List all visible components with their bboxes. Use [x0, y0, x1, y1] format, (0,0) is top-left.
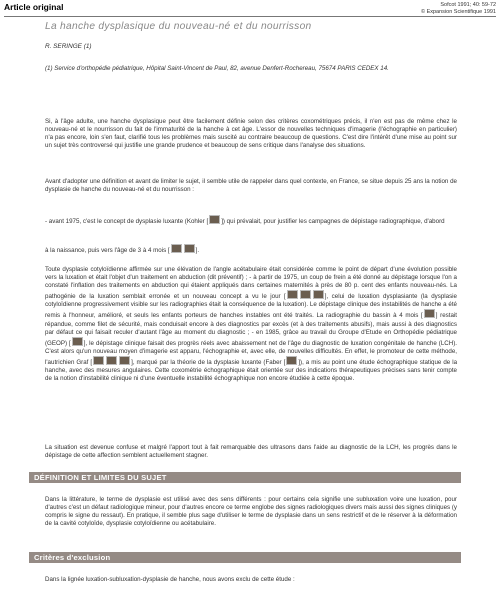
- reference-link[interactable]: [184, 244, 195, 253]
- reference-link[interactable]: [171, 244, 182, 253]
- paragraph-before-1975: [45, 215, 457, 226]
- article-title: La hanche dysplasique du nouveau-né et du nourrisson: [45, 21, 312, 32]
- text-segment: ], le dépistage clinique faisait des progrès réels avec abaissement net de l'âge du diagnostic de luxation congénitale de hanche (LCH). C'est alors qu'un nouveau moyen d'imagerie est apparu, l'échographie et, avec elle, de nouvelles difficultés. En effet, le promoteur de cette méthode, l'autrichien Graf [: [45, 339, 457, 366]
- text-segment: ].: [195, 247, 200, 254]
- journal-citation: [421, 2, 496, 16]
- reference-link[interactable]: [300, 290, 311, 299]
- section-heading-definition: DÉFINITION ET LIMITES DU SUJET: [29, 472, 461, 483]
- reference-link[interactable]: [106, 356, 117, 365]
- text-segment: ]) qui prévalait, pour justifier les campagnes de dépistage radiographique, d'abord: [221, 218, 445, 225]
- text-segment: ] restait répandue, comme filet de sécurité, mais conduisait encore à des diagnostics par excès (et à des traitements abusifs), mais aussi à des diagnostics par défaut ce qui faisait reculer d'autant l'âge au moment du diagnostic ; - en 1985, grâce au travail du Groupe d'Etude en Orthopédie pédiatrique (GEOP) [: [45, 312, 457, 347]
- article-type-label: Article original: [4, 2, 64, 12]
- paragraph-age: [45, 244, 457, 255]
- copyright-text: © Expansion Scientifique 1991: [421, 9, 496, 15]
- citation-text: Sofcot 1991; 40: 59-72: [440, 2, 496, 8]
- reference-link[interactable]: [72, 337, 83, 346]
- article-affiliation: (1) Service d'orthopédie pédiatrique, Hôpital Saint-Vincent de Paul, 82, avenue Denfert-Rochereau, 75674 PARIS CEDEX 14.: [45, 65, 389, 72]
- article-authors: R. SERINGE (1): [45, 43, 92, 50]
- text-segment: ], marqué par la théorie de la dysplasie luxante (Faber [: [131, 358, 286, 366]
- reference-link[interactable]: [286, 356, 297, 365]
- text-segment: - avant 1975, c'est le concept de dysplasie luxante (Kohler [: [45, 218, 209, 225]
- text-segment: Toute dysplasie cotyloïdienne affirmée sur une élévation de l'angle acétabulaire était considérée comme le point de départ d'une évolution possible vers la luxation et était l'objet d'un traitement en abduction (dit préventif) ; - à partir de 1975, un coup de frein a été donné au dépistage lorsque l'on a constaté l'inflation des traitements en abduction qui étaient appliqués dans certaines maternités à près de 80 p. cent des enfants nouveau-nés. La pathogénie de la luxation semblait erronée et un nouveau concept a vu le jour [: [45, 266, 457, 301]
- reference-link[interactable]: [287, 290, 298, 299]
- paragraph-context: Avant d'adopter une définition et avant de limiter le sujet, il semble utile de rappeler dans quel contexte, en France, se situe depuis 25 ans la notion de dysplasie de hanche du nouveau-né et du nourrisson :: [45, 178, 457, 194]
- text-segment: à la naissance, puis vers l'âge de 3 à 4 mois [: [45, 247, 170, 254]
- paragraph-exclusion: Dans la lignée luxation-subluxation-dysplasie de hanche, nous avons exclu de cette étude :: [45, 576, 295, 583]
- header-divider: [4, 16, 496, 17]
- paragraph-history: [45, 266, 457, 383]
- text-segment: ]), a mis au point une étude échographique statique de la hanche, avec des mesures angulaires. Cette coxométrie échographique était orientée sur des indications thérapeutiques précises sans tenir compte de la notion d'instabilité clinique ni d'une éventuelle instabilité échographique non encore étudiée à cette époque.: [45, 358, 458, 383]
- reference-link[interactable]: [209, 215, 220, 224]
- paragraph-intro: Si, à l'âge adulte, une hanche dysplasique peut être facilement définie selon des critères coxométriques précis, il n'en est pas de même chez le nouveau-né et le nourrisson du fait de l'immaturité de la hanche à cet âge. L'essor de nouvelles techniques d'imagerie (l'échographie en particulier) n'a pas encore, loin s'en faut, clarifié tous les problèmes mais suscité au contraire beaucoup de questions. C'est dire l'intérêt d'une mise au point sur un sujet très controversé qui justifie une grande prudence et beaucoup de sens critique dans l'analyse des situations.: [45, 118, 457, 150]
- reference-link[interactable]: [424, 309, 435, 318]
- reference-link[interactable]: [119, 356, 130, 365]
- paragraph-definition: Dans la littérature, le terme de dysplasie est utilisé avec des sens différents : pour certains cela signifie une subluxation voire une luxation, pour d'autres c'est un défaut radiologique mineur, pour d'autres encore ce terme englobe des signes radiologiques divers mais aussi des signes cliniques (y compris le signe du ressaut). En pratique, il semble plus sage d'utiliser le terme de dysplasie dans un sens restrictif et de le réserver à la déformation de la cavité cotyloïde, dysplasie cotyloïdienne ou acétabulaire.: [45, 496, 457, 528]
- reference-link[interactable]: [313, 290, 324, 299]
- text-segment: ], celui de luxation dysplasiante (la dysplasie cotyloïdienne progressivement visible sur les radiographies était la conséquence de la luxation). Le dépistage clinique des instabilités de hanche a été remis à l'honneur, amélioré, et seuls les enfants porteurs de hanches instables ont été traités. La radiographie du bassin à 4 mois [: [45, 293, 457, 320]
- section-heading-exclusion: Critères d'exclusion: [29, 552, 461, 563]
- paragraph-situation: La situation est devenue confuse et malgré l'apport tout à fait remarquable des ultrasons dans l'aide au diagnostic de la LCH, les progrès dans le dépistage de cette affection semblent actuellement stagner.: [45, 444, 457, 460]
- reference-link[interactable]: [93, 356, 104, 365]
